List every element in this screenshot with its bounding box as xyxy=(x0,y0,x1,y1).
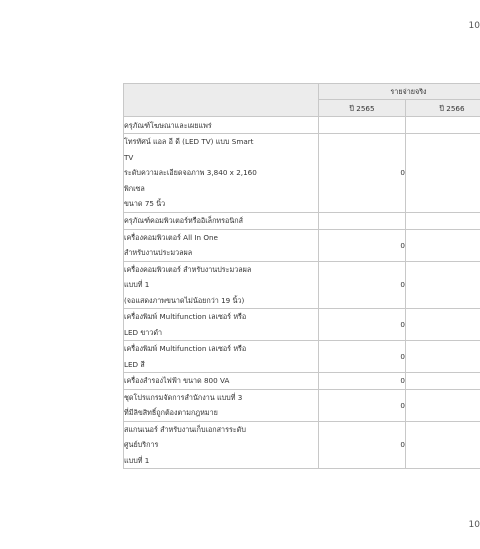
item-description xyxy=(124,134,319,213)
item-description xyxy=(124,389,319,421)
page-number-top: 10 xyxy=(468,21,480,31)
value-2565: 0 xyxy=(319,309,406,341)
item-description xyxy=(124,421,319,469)
item-description xyxy=(124,261,319,309)
item-description xyxy=(124,341,319,373)
value-2565: 0 xyxy=(319,261,406,309)
item-line: ระดับความละเอียดจอภาพ 3,840 x 2,160 xyxy=(124,168,257,177)
empty-cell-2565 xyxy=(319,117,406,134)
value-2566 xyxy=(406,134,480,213)
table-row xyxy=(124,373,480,390)
table-row xyxy=(124,389,480,421)
value-2565: 0 xyxy=(319,389,406,421)
header-year-2565: ปี 2565 xyxy=(319,100,406,117)
empty-cell-2566 xyxy=(406,117,480,134)
item-line: TV xyxy=(124,152,134,162)
value-2566 xyxy=(406,421,480,469)
item-line: สำหรับงานประมวลผล xyxy=(124,248,193,257)
item-line: สแกนเนอร์ สำหรับงานเก็บเอกสารระดับ xyxy=(124,424,246,434)
table-body xyxy=(124,117,480,469)
item-description xyxy=(124,229,319,261)
item-description xyxy=(124,309,319,341)
table-row xyxy=(124,341,480,373)
value-2565: 0 xyxy=(319,229,406,261)
value-2566 xyxy=(406,373,480,390)
item-line: (จอแสดงภาพขนาดไม่น้อยกว่า 19 นิ้ว) xyxy=(124,295,245,305)
item-line: พิกเซล xyxy=(124,183,145,193)
table-row xyxy=(124,261,480,309)
table-row xyxy=(124,309,480,341)
item-line: ชุดโปรแกรมจัดการสำนักงาน แบบที่ 3 xyxy=(124,392,243,402)
value-2566 xyxy=(406,261,480,309)
item-line: ศูนย์บริการ xyxy=(124,440,159,449)
item-description xyxy=(124,373,319,390)
item-line: แบบที่ 1 xyxy=(124,280,150,289)
value-2566 xyxy=(406,309,480,341)
budget-table xyxy=(123,83,480,469)
item-line: เครื่องพิมพ์ Multifunction เลเซอร์ หรือ xyxy=(124,312,247,321)
value-2566 xyxy=(406,341,480,373)
category-label: ครุภัณฑ์คอมพิวเตอร์หรืออิเล็กทรอนิกส์ xyxy=(124,212,319,229)
item-line: โทรทัศน์ แอล อี ดี (LED TV) แบบ Smart xyxy=(124,137,254,146)
item-line: เครื่องคอมพิวเตอร์ All In One xyxy=(124,232,218,242)
category-row xyxy=(124,212,480,229)
table-row xyxy=(124,229,480,261)
item-line: เครื่องสำรองไฟฟ้า ขนาด 800 VA xyxy=(124,376,230,385)
item-line: LED ขาวดำ xyxy=(124,327,163,337)
table-row xyxy=(124,421,480,469)
empty-cell-2566 xyxy=(406,212,480,229)
item-line: ขนาด 75 นิ้ว xyxy=(124,199,166,208)
header-item-column xyxy=(124,84,319,117)
page-number-bottom: 10 xyxy=(468,520,480,530)
header-year-2566: ปี 2566 xyxy=(406,100,480,117)
item-line: ที่มีลิขสิทธิ์ถูกต้องตามกฎหมาย xyxy=(124,408,218,417)
category-label: ครุภัณฑ์โฆษณาและเผยแพร่ xyxy=(124,117,319,134)
value-2566 xyxy=(406,389,480,421)
value-2565: 0 xyxy=(319,421,406,469)
table-row xyxy=(124,134,480,213)
item-line: LED สี xyxy=(124,359,145,369)
item-line: เครื่องคอมพิวเตอร์ สำหรับงานประมวลผล xyxy=(124,264,252,274)
category-row xyxy=(124,117,480,134)
value-2565: 0 xyxy=(319,341,406,373)
header-actual-spending: รายจ่ายจริง xyxy=(319,84,480,100)
value-2565: 0 xyxy=(319,373,406,390)
value-2566 xyxy=(406,229,480,261)
item-line: เครื่องพิมพ์ Multifunction เลเซอร์ หรือ xyxy=(124,344,247,353)
empty-cell-2565 xyxy=(319,212,406,229)
item-line: แบบที่ 1 xyxy=(124,455,150,465)
value-2565: 0 xyxy=(319,134,406,213)
